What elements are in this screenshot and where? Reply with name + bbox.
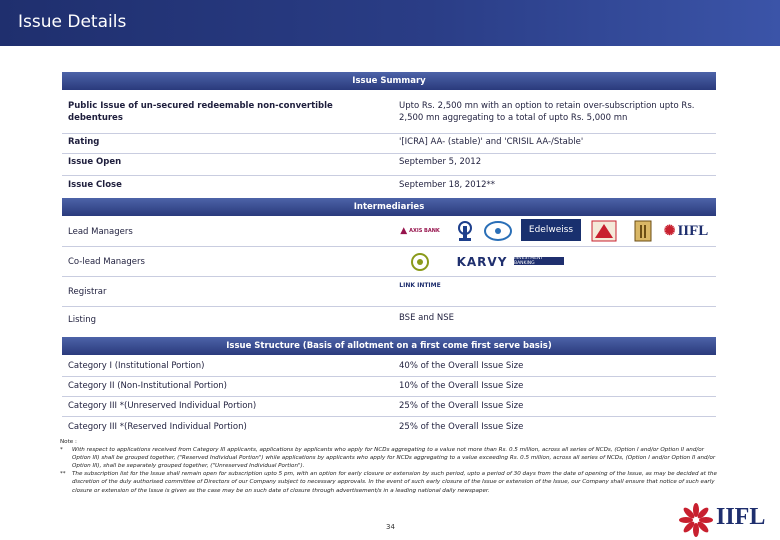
footnote-mark: ** — [60, 471, 66, 478]
footnote-mark: * — [60, 447, 63, 454]
category-label: Category III *(Reserved Individual Portion) — [68, 422, 247, 432]
summary-label: Issue Close — [68, 180, 122, 190]
summary-label: Rating — [68, 137, 100, 147]
edelweiss-logo: Edelweiss — [521, 219, 581, 241]
table-row — [62, 246, 716, 277]
category-value: 25% of the Overall Issue Size — [399, 401, 524, 411]
footnote-text: The subscription list for the Issue shall remain open for subscription upto 5 pm, with an option for early closure or extension by such period, upto a period of 30 days from the date of opening of the Issue, as may be decided at the discretion of the duly authorised committee of Directors of our Company subject to necessary approvals. In the event of such early closure of the Issue or extension of the Issue, our Company shall ensure that notice of such early closure or extension of the Issue is given as the case may be on such date of closure through advertisement/s in a leading national daily newspaper. — [72, 471, 717, 494]
category-label: Category I (Institutional Portion) — [68, 361, 205, 371]
iifl-logo: ✺ IIFL — [663, 222, 709, 239]
category-label: Category II (Non-Institutional Portion) — [68, 381, 227, 391]
co-lead-emblem-logo — [410, 252, 430, 272]
table-row — [62, 396, 716, 417]
table-row — [62, 306, 716, 334]
summary-value: Upto Rs. 2,500 mn with an option to retain over-subscription upto Rs. 2,500 mn aggregating to a total of upto Rs. 5,000 mn — [399, 101, 695, 123]
note-label: Note : — [60, 439, 77, 445]
header-bar — [0, 0, 780, 46]
table-row — [62, 133, 716, 154]
footnote-item — [60, 470, 720, 494]
table-row — [62, 356, 716, 377]
table-row — [62, 416, 716, 436]
karvy-logo: KARVY — [456, 255, 508, 269]
summary-label: Issue Open — [68, 157, 122, 167]
table-row — [62, 216, 716, 247]
table-row — [62, 95, 716, 134]
summary-heading: Issue Summary — [62, 72, 716, 90]
axis-bank-logo: ▲ AXIS BANK — [400, 226, 440, 236]
listing-value: BSE and NSE — [399, 313, 454, 323]
registrar-label: Registrar — [68, 287, 107, 297]
summary-value: September 5, 2012 — [399, 157, 482, 167]
link-intime-logo: LINK INTIME — [399, 281, 441, 289]
listing-label: Listing — [68, 315, 97, 325]
page-title: Issue Details — [18, 12, 127, 32]
crest-logo — [632, 220, 654, 242]
category-value: 40% of the Overall Issue Size — [399, 361, 524, 371]
footnotes — [60, 438, 720, 495]
intermediaries-heading: Intermediaries — [62, 198, 716, 216]
category-value: 10% of the Overall Issue Size — [399, 381, 524, 391]
summary-value: September 18, 2012** — [399, 180, 496, 190]
page-number: 34 — [386, 523, 395, 531]
footer-brand — [676, 490, 780, 540]
summary-value: '[ICRA] AA- (stable)' and 'CRISIL AA-/Stable' — [399, 137, 584, 147]
emblem-logo — [481, 219, 515, 243]
category-value: 25% of the Overall Issue Size — [399, 422, 524, 432]
bank-emblem-logo — [455, 219, 475, 243]
footer-brand-text: IIFL — [716, 504, 766, 530]
summary-label: Public Issue of un-secured redeemable non-convertible debentures — [68, 101, 333, 123]
table-row — [62, 153, 716, 176]
table-row — [62, 276, 716, 307]
table-row — [62, 175, 716, 197]
structure-heading: Issue Structure (Basis of allotment on a first come first serve basis) — [62, 337, 716, 355]
gold-emblem-logo — [596, 222, 628, 242]
lead-managers-label: Lead Managers — [68, 227, 133, 237]
co-lead-managers-label: Co-lead Managers — [68, 257, 145, 267]
karvy-investment-banking-tag: INVESTMENT BANKING — [514, 257, 564, 265]
footnote-item — [60, 446, 720, 470]
footnote-text: With respect to applications received from Category III applicants, applications by applicants who apply for NCDs aggregating to a value not more than Rs. 0.5 million, across all series of NCDs, (Option I and/or Option II and/or Option III) shall be grouped together, ("Reserved Individual Portion") while applications by applicants who apply for NCDs aggregating to a value exceeding Rs. 0.5 million, across all series of NCDs, (Option I and/or Option II and/or Option III), shall be separately grouped together, ("Unreserved Individual Portion"). — [72, 447, 716, 470]
table-row — [62, 376, 716, 397]
category-label: Category III *(Unreserved Individual Portion) — [68, 401, 257, 411]
